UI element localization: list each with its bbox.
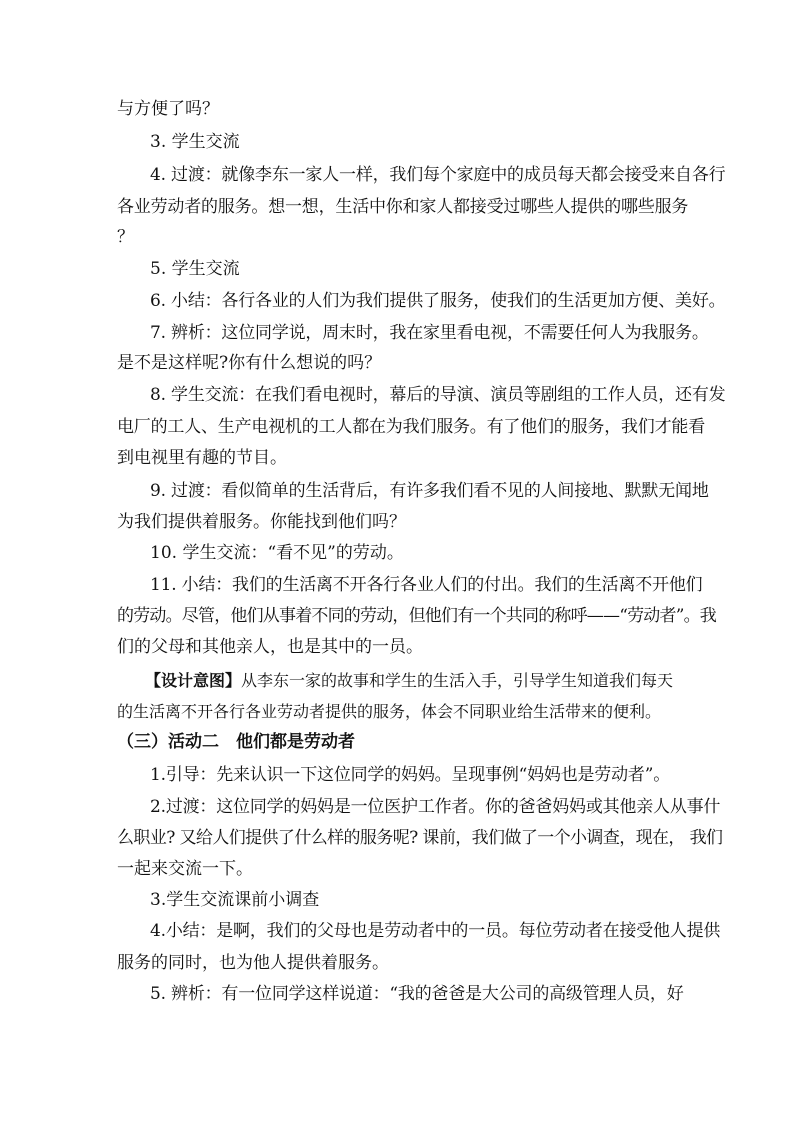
text-line: ？ [117, 227, 134, 247]
text-line: 3.学生交流课前小调查 [150, 890, 320, 910]
text-line: 7. 辨析：这位同学说，周末时，我在家里看电视，不需要任何人为我服务。 [150, 323, 709, 343]
text-line: 8. 学生交流：在我们看电视时，幕后的导演、演员等剧组的工作人员，还有发 [150, 385, 726, 405]
text-line: 4.小结：是啊，我们的父母也是劳动者中的一员。每位劳动者在接受他人提供 [150, 921, 721, 941]
text-line: 是不是这样呢?你有什么想说的吗？ [117, 353, 382, 373]
text-line: 10. 学生交流：“看不见”的劳动。 [150, 543, 404, 563]
text-line: 一起来交流一下。 [117, 859, 253, 879]
text-line: 2.过渡：这位同学的妈妈是一位医护工作者。你的爸爸妈妈或其他亲人从事什 [150, 797, 721, 817]
text-line: 们的父母和其他亲人，也是其中的一员。 [117, 637, 423, 657]
text-line: 6. 小结：各行各业的人们为我们提供了服务，使我们的生活更加方便、美好。 [150, 291, 726, 311]
text-line: 为我们提供着服务。你能找到他们吗？ [117, 512, 406, 532]
text-line: 9. 过渡：看似简单的生活背后，有许多我们看不见的人间接地、默默无闻地 [150, 481, 709, 501]
design-intent-line: 的生活离不开各行各业劳动者提供的服务，体会不同职业给生活带来的便利。 [117, 702, 662, 721]
text-line: 的劳动。尽管，他们从事着不同的劳动，但他们有一个共同的称呼——“劳动者”。我 [117, 606, 716, 626]
text-line: 各业劳动者的服务。想一想，生活中你和家人都接受过哪些人提供的哪些服务 [117, 197, 689, 217]
text-line: 4. 过渡：就像李东一家人一样，我们每个家庭中的成员每天都会接受来自各行 [150, 165, 726, 185]
design-intent-text: 从李东一家的故事和学生的生活入手，引导学生知道我们每天 [241, 671, 674, 690]
design-intent-line [145, 670, 673, 692]
text-line: 5. 辨析：有一位同学这样说道：“我的爸爸是大公司的高级管理人员，好 [150, 984, 684, 1004]
text-line: 服务的同时，也为他人提供着服务。 [117, 953, 389, 973]
text-line: 3. 学生交流 [150, 132, 240, 152]
design-intent-tag: 【设计意图】 [145, 671, 242, 690]
text-line: 与方便了吗？ [117, 99, 219, 119]
text-line: 电厂的工人、生产电视机的工人都在为我们服务。有了他们的服务，我们才能看 [117, 417, 705, 437]
text-line: 到电视里有趣的节目。 [117, 448, 287, 468]
section-heading: （三）活动二 他们都是劳动者 [117, 732, 355, 752]
text-line: 11. 小结：我们的生活离不开各行各业人们的付出。我们的生活离不开他们 [150, 575, 703, 595]
text-line: 么职业? 又给人们提供了什么样的服务呢? 课前，我们做了一个小调查，现在， 我们 [117, 828, 723, 848]
text-line: 1.引导：先来认识一下这位同学的妈妈。呈现事例“妈妈也是劳动者”。 [150, 765, 671, 785]
text-line: 5. 学生交流 [150, 259, 240, 279]
